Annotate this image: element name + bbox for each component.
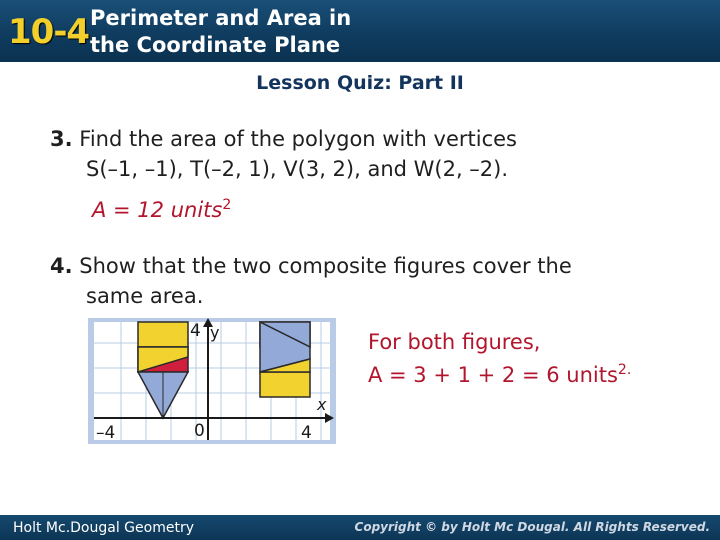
question-3-answer-text: A = 12 units <box>92 198 223 222</box>
question-4-line2: same area. <box>86 284 204 308</box>
question-4-answer-line1: For both figures, <box>368 330 541 354</box>
question-4-answer <box>368 328 631 389</box>
question-3-answer-exponent: 2 <box>222 197 232 213</box>
lesson-title <box>90 5 351 59</box>
question-3-answer <box>92 191 231 224</box>
footer-copyright: Copyright © by Holt Mc Dougal. All Rights Reserved. <box>354 520 710 534</box>
question-4 <box>50 251 572 311</box>
slide-subheading: Lesson Quiz: Part II <box>256 72 464 94</box>
right-composite-figure <box>260 322 310 397</box>
coordinate-graph <box>88 318 336 444</box>
question-3 <box>50 124 517 184</box>
question-3-number: 3. <box>50 127 73 151</box>
lesson-title-line2: the Coordinate Plane <box>90 33 341 57</box>
x-tick-neg4-label: –4 <box>96 423 116 443</box>
question-4-answer-line2: A = 3 + 1 + 2 = 6 units <box>368 363 618 387</box>
y-tick-4-label: 4 <box>190 321 201 341</box>
lesson-title-line1: Perimeter and Area in <box>90 6 352 30</box>
question-3-line2: S(–1, –1), T(–2, 1), V(3, 2), and W(2, –2). <box>86 157 509 181</box>
y-axis-label: y <box>210 323 220 342</box>
x-axis-label: x <box>317 395 327 414</box>
question-4-line1: Show that the two composite figures cover the <box>79 254 572 278</box>
question-3-line1: Find the area of the polygon with vertices <box>79 127 517 151</box>
question-4-number: 4. <box>50 254 73 278</box>
x-tick-4-label: 4 <box>301 423 312 443</box>
lesson-number-badge: 10-4 <box>8 12 90 52</box>
left-yellow-rectangle <box>138 322 188 347</box>
question-4-answer-exponent: 2. <box>617 362 632 378</box>
right-yellow-rectangle <box>260 372 310 397</box>
origin-label: 0 <box>194 421 205 441</box>
header-bar <box>0 0 720 62</box>
footer-bar <box>0 515 720 540</box>
footer-publisher: Holt Mc.Dougal Geometry <box>13 520 194 536</box>
